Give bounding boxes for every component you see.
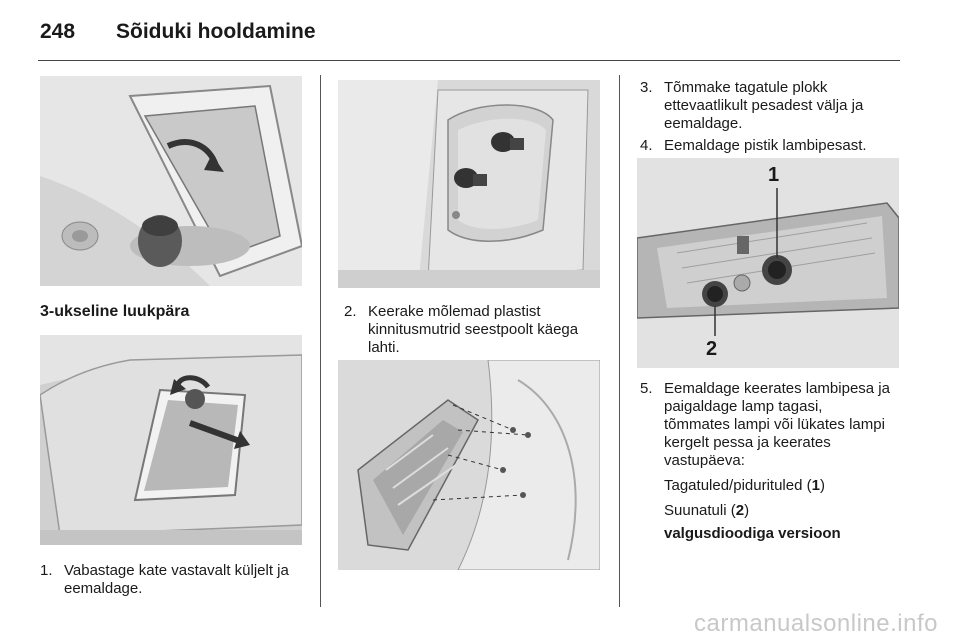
watermark: carmanualsonline.info — [694, 610, 938, 637]
illustration-cover-top — [40, 76, 302, 286]
illustration-nuts — [338, 80, 600, 288]
step-line: ettevaatlikult pesadest välja ja — [664, 97, 864, 114]
step-4 — [640, 137, 910, 157]
step-line: Keerake mõlemad plastist — [368, 303, 541, 320]
step-text — [664, 79, 863, 133]
step-3 — [640, 79, 910, 135]
illustration-taillight-removal — [338, 360, 600, 570]
step-number: 2. — [344, 303, 357, 320]
label-text: ) — [744, 502, 750, 519]
illustration-cover-remove — [40, 335, 302, 545]
step-line: tõmmates lampi või lükates lampi — [664, 416, 885, 433]
label-text: ) — [819, 477, 825, 494]
tail-brake-lights-label — [664, 477, 825, 495]
step-line: vastupäeva: — [664, 452, 745, 469]
step-line: paigaldage lamp tagasi, — [664, 398, 823, 415]
column-divider-1 — [320, 75, 321, 607]
step-line: eemaldage. — [64, 580, 143, 597]
callout-1: 1 — [768, 164, 780, 186]
step-number: 1. — [40, 562, 53, 579]
step-number: 3. — [640, 79, 653, 96]
label-text: Suunatuli ( — [664, 502, 736, 519]
step-text — [64, 562, 289, 598]
step-text — [664, 380, 890, 470]
step-number: 4. — [640, 137, 653, 154]
illustration-bulb-sockets — [637, 158, 899, 368]
page-number: 248 — [40, 20, 76, 43]
step-2 — [344, 303, 614, 359]
step-text: Eemaldage pistik lambipesast. — [664, 137, 867, 154]
column-divider-2 — [619, 75, 620, 607]
step-text — [368, 303, 578, 357]
step-line: Vabastage kate vastavalt küljelt ja — [64, 562, 289, 579]
label-text: Tagatuled/pidurituled ( — [664, 477, 812, 494]
label-number: 1 — [811, 477, 820, 494]
step-line: kinnitusmutrid seestpoolt käega — [368, 321, 579, 338]
callout-2: 2 — [706, 338, 718, 360]
section-heading-3-door: 3-ukseline luukpära — [40, 303, 190, 320]
step-line: Eemaldage keerates lambipesa ja — [664, 380, 890, 397]
led-version-heading: valgusdioodiga versioon — [664, 525, 841, 542]
step-line: Tõmmake tagatule plokk — [664, 79, 828, 96]
turn-signal-label — [664, 502, 749, 520]
page-title: Sõiduki hooldamine — [116, 20, 316, 43]
step-5 — [640, 380, 915, 472]
label-number: 2 — [735, 502, 745, 519]
step-line: lahti. — [368, 339, 400, 356]
step-line: kergelt pessa ja keerates — [664, 434, 831, 451]
header-rule — [38, 60, 900, 61]
step-number: 5. — [640, 380, 653, 397]
step-line: eemaldage. — [664, 115, 743, 132]
step-1 — [40, 562, 310, 602]
